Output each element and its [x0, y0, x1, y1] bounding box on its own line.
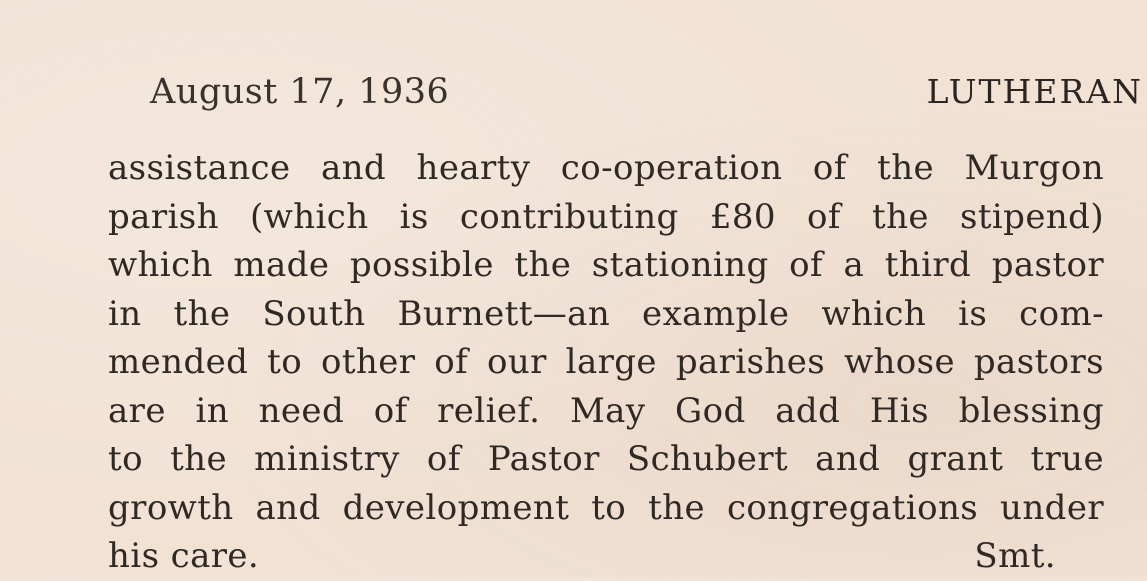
header-date: August 17, 1936	[150, 72, 450, 112]
text-line: parish (which is contributing £80 of the stipend)	[108, 196, 1104, 237]
text-line: to the ministry of Pastor Schubert and grant true	[108, 439, 1104, 479]
final-line-text: his care.	[108, 536, 260, 576]
page-header	[0, 72, 1147, 120]
text-line: assistance and hearty co-operation of the Murgon	[108, 148, 1104, 188]
text-line: are in need of relief. May God add His blessing	[108, 390, 1104, 431]
text-line: which made possible the stationing of a third pastor	[108, 245, 1104, 285]
text-line: growth and development to the congregations under	[108, 487, 1104, 528]
author-signature: Smt.	[974, 536, 1056, 576]
text-line: in the South Burnett—an example which is com-	[108, 293, 1104, 334]
publication-title: LUTHERAN	[926, 72, 1143, 111]
text-line: mended to other of our large parishes whose pastors	[108, 342, 1104, 382]
final-line	[108, 532, 1104, 581]
article-body	[108, 144, 1104, 581]
